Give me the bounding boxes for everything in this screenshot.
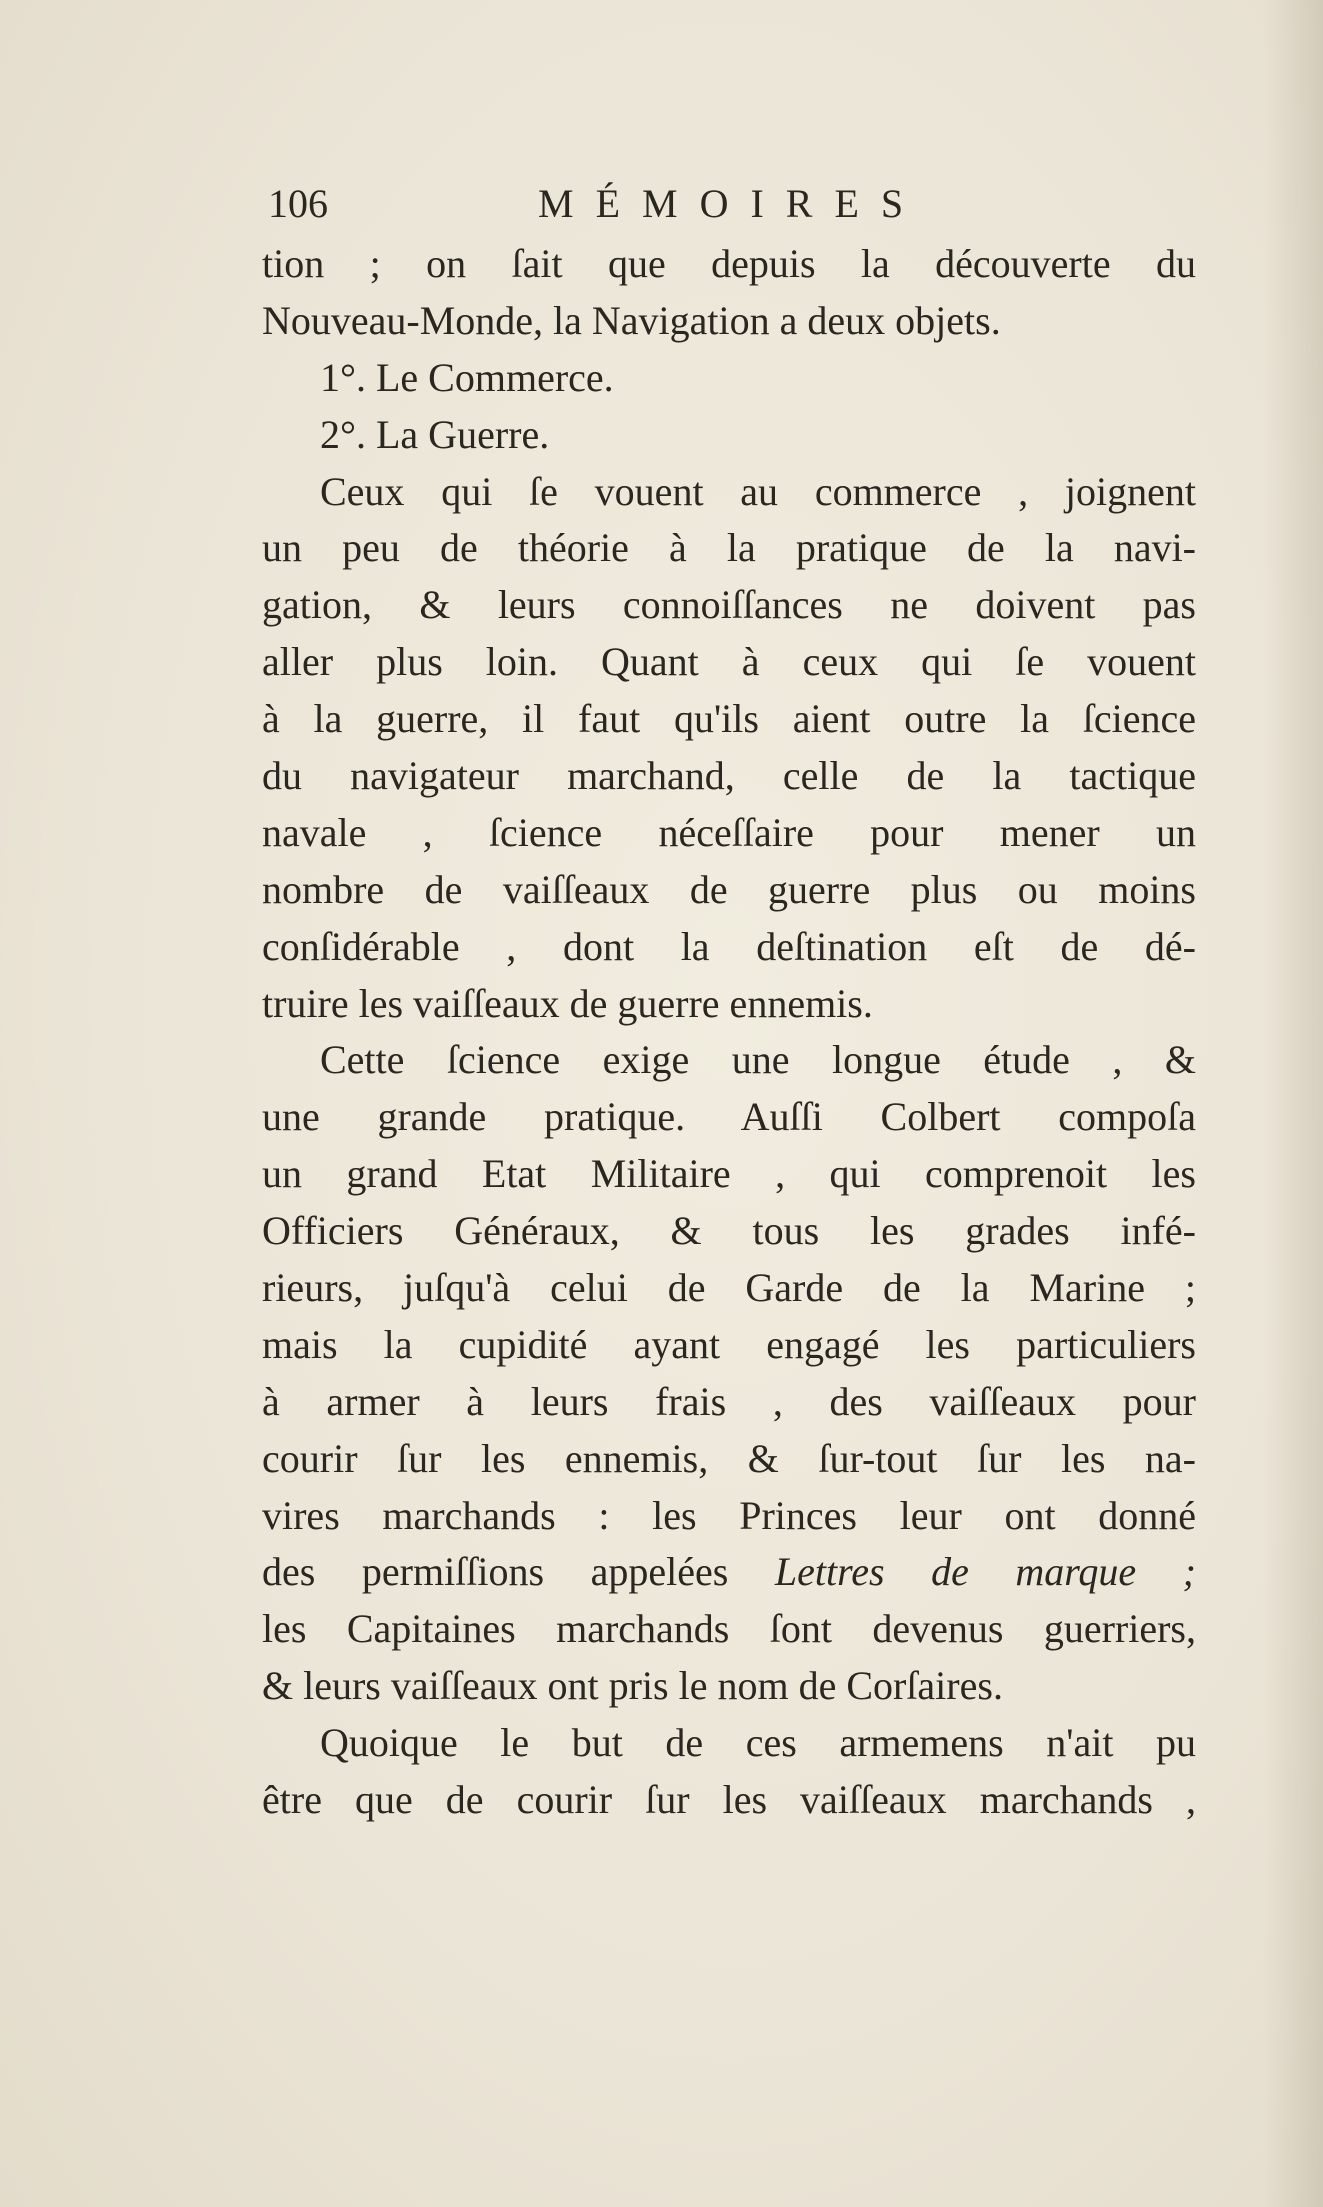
text-roman: des permiſſions appelées bbox=[262, 1549, 775, 1595]
page-number: 106 bbox=[268, 181, 328, 226]
text-line: une grande pratique. Auſſi Colbert compoſa bbox=[262, 1094, 1196, 1140]
text-line: conſidérable , dont la deſtination eſt de dé- bbox=[262, 923, 1196, 969]
text-line: un peu de théorie à la pratique de la navi- bbox=[262, 525, 1196, 571]
text-line: mais la cupidité ayant engagé les particuliers bbox=[262, 1321, 1196, 1367]
paragraph-start: Quoique le but de ces armemens n'ait pu bbox=[320, 1720, 1196, 1766]
page-edge-shadow bbox=[1263, 0, 1323, 2207]
text-italic: Lettres de marque ; bbox=[774, 1549, 1196, 1595]
text-line: truire les vaiſſeaux de guerre ennemis. bbox=[262, 980, 873, 1026]
text-line: à armer à leurs frais , des vaiſſeaux pour bbox=[262, 1378, 1196, 1424]
list-item-guerre: 2°. La Guerre. bbox=[320, 411, 550, 457]
text-line: aller plus loin. Quant à ceux qui ſe vouent bbox=[262, 639, 1196, 685]
text-line: nombre de vaiſſeaux de guerre plus ou moins bbox=[262, 866, 1196, 912]
text-line: les Capitaines marchands ſont devenus guerriers, bbox=[262, 1606, 1196, 1652]
running-title: MÉMOIRES bbox=[538, 181, 926, 226]
paragraph-start: Cette ſcience exige une longue étude , & bbox=[320, 1037, 1196, 1083]
text-line: être que de courir ſur les vaiſſeaux marchands , bbox=[262, 1777, 1196, 1823]
page-header bbox=[268, 180, 928, 230]
text-line: vires marchands : les Princes leur ont donné bbox=[262, 1492, 1196, 1538]
text-line: gation, & leurs connoiſſances ne doivent pas bbox=[262, 582, 1196, 628]
text-line: tion ; on ſait que depuis la découverte du bbox=[262, 241, 1196, 286]
paragraph-start: Ceux qui ſe vouent au commerce , joignent bbox=[320, 468, 1196, 514]
text-line: & leurs vaiſſeaux ont pris le nom de Corſaires. bbox=[262, 1663, 1003, 1709]
text-line: Officiers Généraux, & tous les grades infé- bbox=[262, 1208, 1196, 1254]
body-text bbox=[262, 236, 1196, 1829]
text-line: Nouveau-Monde, la Navigation a deux objets. bbox=[262, 297, 1001, 343]
text-line: navale , ſcience néceſſaire pour mener un bbox=[262, 809, 1196, 855]
text-line: un grand Etat Militaire , qui comprenoit les bbox=[262, 1151, 1196, 1197]
text-line: à la guerre, il faut qu'ils aient outre la ſcience bbox=[262, 696, 1196, 742]
text-line: courir ſur les ennemis, & ſur-tout ſur les na- bbox=[262, 1435, 1196, 1481]
text-line: rieurs, juſqu'à celui de Garde de la Marine ; bbox=[262, 1265, 1196, 1311]
text-line: du navigateur marchand, celle de la tactique bbox=[262, 753, 1196, 799]
text-line-lettres-de-marque bbox=[262, 1544, 1196, 1601]
list-item-commerce: 1°. Le Commerce. bbox=[320, 354, 614, 400]
